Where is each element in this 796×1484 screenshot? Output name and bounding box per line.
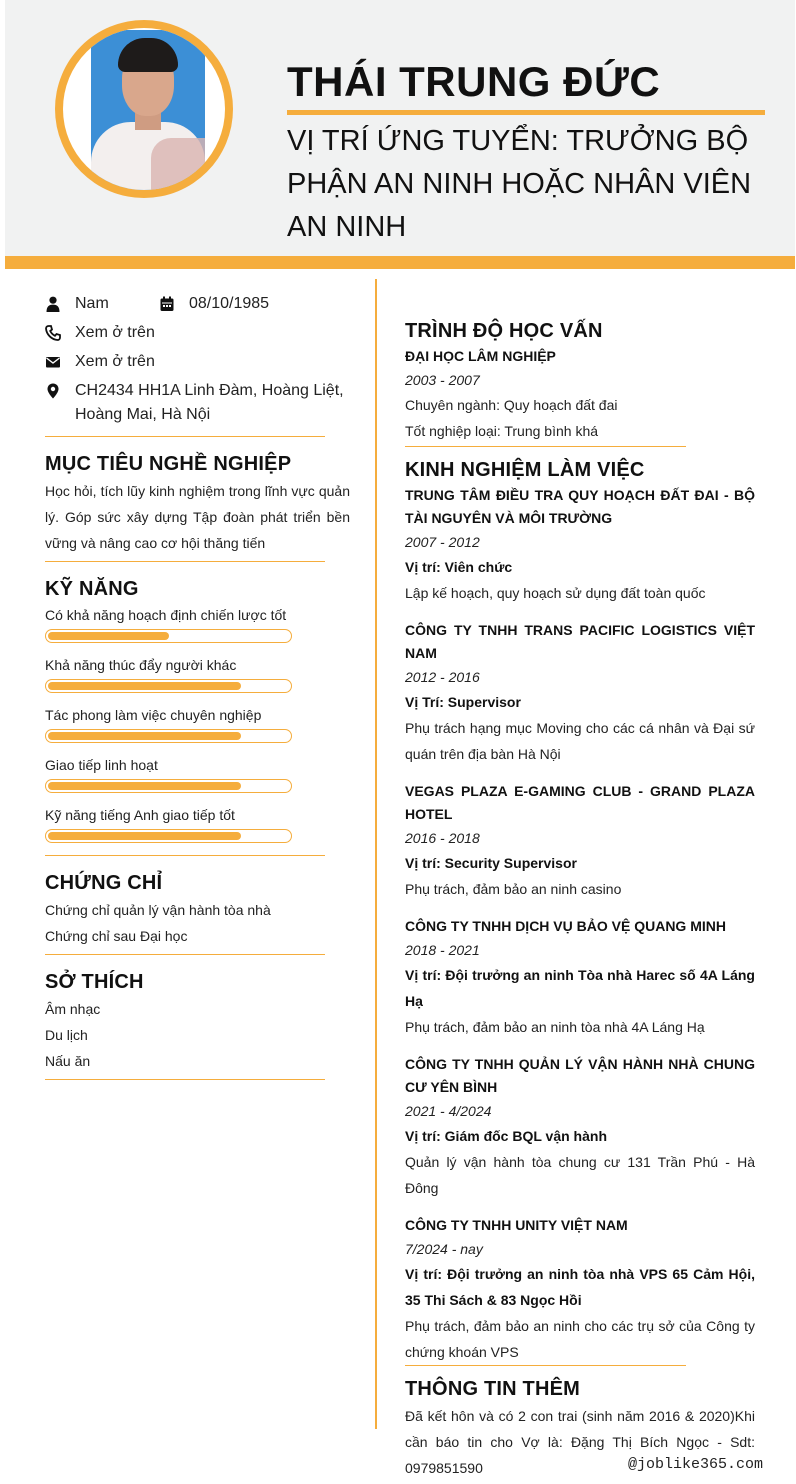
- job-entry: [405, 484, 755, 606]
- job-description: Phụ trách hạng mục Moving cho các cá nhân và Đại sứ quán trên địa bàn Hà Nội: [405, 720, 755, 762]
- school-name: ĐẠI HỌC LÂM NGHIỆP: [405, 348, 556, 364]
- divider: [405, 1365, 686, 1366]
- additional-title: THÔNG TIN THÊM: [405, 1378, 581, 1400]
- job-company: CÔNG TY TNHH QUẢN LÝ VẬN HÀNH NHÀ CHUNG CƯ YÊN BÌNH: [405, 1056, 755, 1095]
- hobby-item: Nấu ăn: [45, 1053, 91, 1069]
- objective-section: [45, 453, 350, 562]
- objective-text: Học hỏi, tích lũy kinh nghiệm trong lĩnh vực quản lý. Góp sức xây dựng Tập đoàn phát triển bền vững và nâng cao cơ hội thăng tiến: [45, 483, 350, 551]
- phone-icon: [45, 325, 61, 341]
- certificates-section: [45, 872, 350, 955]
- right-column: [405, 320, 755, 1481]
- skills-list: [45, 605, 350, 843]
- divider: [45, 954, 325, 955]
- skill-bar: [45, 729, 292, 743]
- skill-item: [45, 805, 350, 843]
- applied-position: VỊ TRÍ ỨNG TUYỂN: TRƯỞNG BỘ PHẬN AN NINH HOẶC NHÂN VIÊN AN NINH: [287, 125, 752, 243]
- candidate-name: THÁI TRUNG ĐỨC: [287, 58, 661, 105]
- job-period: 2007 - 2012: [405, 534, 480, 550]
- hobbies-title: SỞ THÍCH: [45, 971, 144, 993]
- hobby-item: Âm nhạc: [45, 1001, 101, 1017]
- contact-address: [45, 379, 350, 427]
- education-major: Chuyên ngành: Quy hoạch đất đai: [405, 397, 618, 413]
- email-value: Xem ở trên: [75, 353, 155, 370]
- certificate-item: Chứng chỉ quản lý vận hành tòa nhà: [45, 902, 271, 918]
- divider: [45, 561, 325, 562]
- job-description: Phụ trách, đảm bảo an ninh tòa nhà 4A Láng Hạ: [405, 1019, 705, 1035]
- calendar-icon: [159, 296, 175, 312]
- skill-label: Khả năng thúc đẩy người khác: [45, 657, 237, 673]
- hobbies-section: [45, 971, 350, 1080]
- skill-bar: [45, 629, 292, 643]
- avatar-frame: [63, 28, 225, 190]
- job-role: Vị trí: Đội trưởng an ninh tòa nhà VPS 65 Cảm Hội, 35 Thi Sách & 83 Ngọc Hồi: [405, 1266, 755, 1308]
- hobby-item: Du lịch: [45, 1027, 88, 1043]
- experience-title: KINH NGHIỆM LÀM VIỆC: [405, 459, 645, 481]
- job-description: Quản lý vận hành tòa chung cư 131 Trần Phú - Hà Đông: [405, 1154, 755, 1196]
- education-period: 2003 - 2007: [405, 372, 480, 388]
- job-company: CÔNG TY TNHH DỊCH VỤ BẢO VỆ QUANG MINH: [405, 918, 726, 934]
- skill-fill: [48, 782, 241, 790]
- job-role: Vị Trí: Supervisor: [405, 694, 521, 710]
- header-accent-bar: [5, 256, 795, 269]
- job-role: Vị trí: Security Supervisor: [405, 855, 577, 871]
- job-period: 2021 - 4/2024: [405, 1103, 492, 1119]
- job-company: VEGAS PLAZA E-GAMING CLUB - GRAND PLAZA HOTEL: [405, 783, 755, 822]
- skill-item: [45, 705, 350, 743]
- skill-item: [45, 655, 350, 693]
- divider: [45, 436, 325, 437]
- skill-label: Kỹ năng tiếng Anh giao tiếp tốt: [45, 807, 235, 823]
- skill-label: Giao tiếp linh hoạt: [45, 757, 158, 773]
- skill-bar: [45, 779, 292, 793]
- address-value: CH2434 HH1A Linh Đàm, Hoàng Liệt, Hoàng Mai, Hà Nội: [75, 382, 344, 423]
- avatar: [55, 20, 233, 198]
- skill-label: Có khả năng hoạch định chiến lược tốt: [45, 607, 287, 623]
- job-entry: [405, 1053, 755, 1201]
- skill-fill: [48, 832, 241, 840]
- skill-fill: [48, 632, 169, 640]
- contact-phone: [45, 321, 350, 345]
- job-entry: [405, 915, 755, 1040]
- divider: [45, 1079, 325, 1080]
- additional-text: Đã kết hôn và có 2 con trai (sinh năm 2016 & 2020)Khi cần báo tin cho Vợ là: Đặng Thị Bích Ngọc - Sdt: 0979851590: [405, 1408, 755, 1476]
- name-underline: [287, 110, 765, 115]
- divider: [405, 446, 686, 447]
- skills-title: KỸ NĂNG: [45, 578, 139, 600]
- map-pin-icon: [45, 383, 61, 399]
- job-description: Phụ trách, đảm bảo an ninh casino: [405, 881, 622, 897]
- experience-section: [405, 459, 755, 1366]
- education-section: [405, 320, 755, 447]
- skill-bar: [45, 829, 292, 843]
- certificates-title: CHỨNG CHỈ: [45, 872, 163, 894]
- job-description: Phụ trách, đảm bảo an ninh cho các trụ sở của Công ty chứng khoán VPS: [405, 1318, 755, 1360]
- skill-item: [45, 605, 350, 643]
- job-company: TRUNG TÂM ĐIỀU TRA QUY HOẠCH ĐẤT ĐAI - BỘ TÀI NGUYÊN VÀ MÔI TRƯỜNG: [405, 487, 755, 526]
- job-entry: [405, 1214, 755, 1365]
- skill-item: [45, 755, 350, 793]
- phone-value: Xem ở trên: [75, 324, 155, 341]
- profile-photo: [91, 30, 205, 190]
- job-company: CÔNG TY TNHH UNITY VIỆT NAM: [405, 1217, 628, 1233]
- job-period: 7/2024 - nay: [405, 1241, 483, 1257]
- job-description: Lập kế hoạch, quy hoạch sử dụng đất toàn quốc: [405, 585, 706, 601]
- job-role: Vị trí: Viên chức: [405, 559, 513, 575]
- skills-section: [45, 578, 350, 856]
- skill-fill: [48, 682, 241, 690]
- contact-email: [45, 350, 350, 374]
- skill-label: Tác phong làm việc chuyên nghiệp: [45, 707, 262, 723]
- job-entry: [405, 619, 755, 767]
- contact-gender-birthdate: [45, 292, 350, 316]
- job-period: 2012 - 2016: [405, 669, 480, 685]
- job-company: CÔNG TY TNHH TRANS PACIFIC LOGISTICS VIỆT NAM: [405, 622, 755, 661]
- job-period: 2016 - 2018: [405, 830, 480, 846]
- job-period: 2018 - 2021: [405, 942, 480, 958]
- divider: [45, 855, 325, 856]
- user-icon: [45, 296, 61, 312]
- job-role: Vị trí: Giám đốc BQL vận hành: [405, 1128, 607, 1144]
- skill-bar: [45, 679, 292, 693]
- certificate-item: Chứng chỉ sau Đại học: [45, 928, 188, 944]
- column-divider: [375, 279, 377, 1429]
- job-entry: [405, 780, 755, 902]
- job-role: Vị trí: Đội trưởng an ninh Tòa nhà Harec số 4A Láng Hạ: [405, 967, 755, 1009]
- left-column: [45, 292, 350, 1080]
- education-grade: Tốt nghiệp loại: Trung bình khá: [405, 423, 599, 439]
- skill-fill: [48, 732, 241, 740]
- gender-value: Nam: [75, 295, 109, 312]
- education-title: TRÌNH ĐỘ HỌC VẤN: [405, 320, 603, 342]
- watermark: @joblike365.com: [627, 1456, 763, 1473]
- objective-title: MỤC TIÊU NGHỀ NGHIỆP: [45, 453, 292, 475]
- birthdate-value: 08/10/1985: [189, 295, 270, 312]
- envelope-icon: [45, 354, 61, 370]
